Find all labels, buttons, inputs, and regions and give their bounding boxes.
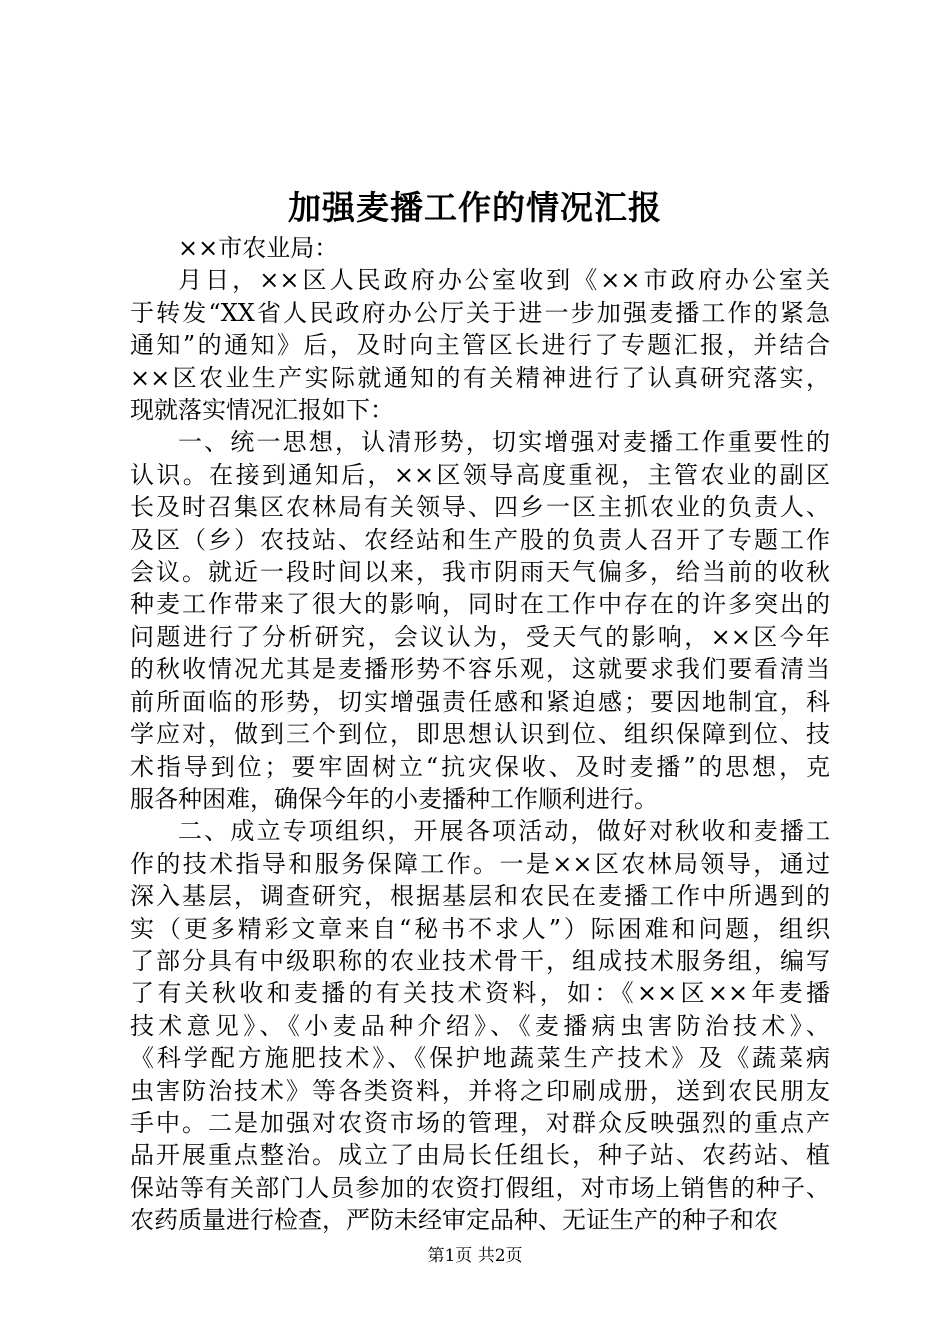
text-line: 现就落实情况汇报如下：: [130, 396, 394, 425]
text-line: 月日，××区人民政府办公室收到《××市政府办公室关: [178, 266, 830, 295]
paragraph-list: [130, 264, 830, 1236]
page-number: 第1页 共2页: [427, 1246, 523, 1266]
text-line: 深入基层，调查研究，根据基层和农民在麦播工作中所遇到的: [130, 882, 830, 911]
text-line: 于转发“XX省人民政府办公厅关于进一步加强麦播工作的紧急: [130, 298, 830, 327]
text-line: 种麦工作带来了很大的影响，同时在工作中存在的许多突出的: [130, 590, 830, 619]
salutation: ××市农业局：: [178, 234, 339, 262]
text-line: 学应对，做到三个到位，即思想认识到位、组织保障到位、技: [130, 720, 830, 749]
paragraph: [130, 426, 830, 815]
text-line: 虫害防治技术》等各类资料，并将之印刷成册，送到农民朋友: [130, 1076, 830, 1105]
text-line: 通知”的通知》后，及时向主管区长进行了专题汇报，并结合: [130, 331, 830, 360]
text-line: 手中。二是加强对农资市场的管理，对群众反映强烈的重点产: [130, 1108, 830, 1137]
text-line: 的秋收情况尤其是麦播形势不容乐观，这就要求我们要看清当: [130, 655, 830, 684]
text-line: 认识。在接到通知后，××区领导高度重视，主管农业的副区: [130, 460, 830, 489]
text-line: 一、统一思想，认清形势，切实增强对麦播工作重要性的: [178, 428, 830, 457]
text-line: 前所面临的形势，切实增强责任感和紧迫感；要因地制宜，科: [130, 687, 830, 716]
text-line: 《科学配方施肥技术》、《保护地蔬菜生产技术》及《蔬菜病: [130, 1044, 830, 1073]
text-line: 农药质量进行检查，严防未经审定品种、无证生产的种子和农: [130, 1206, 778, 1235]
text-line: 实（更多精彩文章来自“秘书不求人”）际困难和问题，组织: [130, 914, 830, 943]
text-line: 保站等有关部门人员参加的农资打假组，对市场上销售的种子、: [130, 1173, 830, 1202]
text-line: 会议。就近一段时间以来，我市阴雨天气偏多，给当前的收秋: [130, 558, 830, 587]
text-line: ××区农业生产实际就通知的有关精神进行了认真研究落实，: [130, 363, 830, 392]
text-line: 作的技术指导和服务保障工作。一是××区农林局领导，通过: [130, 849, 830, 878]
text-line: 技术意见》、《小麦品种介绍》、《麦播病虫害防治技术》、: [130, 1011, 830, 1040]
paragraph: [130, 264, 830, 426]
text-line: 及区（乡）农技站、农经站和生产股的负责人召开了专题工作: [130, 525, 830, 554]
text-line: 二、成立专项组织，开展各项活动，做好对秋收和麦播工: [178, 817, 830, 846]
text-line: 了有关秋收和麦播的有关技术资料，如：《××区××年麦播: [130, 979, 830, 1008]
document-title: 加强麦播工作的情况汇报: [288, 188, 662, 227]
text-line: 服各种困难，确保今年的小麦播种工作顺利进行。: [130, 784, 658, 813]
document-body: [130, 232, 830, 1237]
text-line: 品开展重点整治。成立了由局长任组长，种子站、农药站、植: [130, 1141, 830, 1170]
text-line: 术指导到位；要牢固树立“抗灾保收、及时麦播”的思想，克: [130, 752, 830, 781]
text-line: 了部分具有中级职称的农业技术骨干，组成技术服务组，编写: [130, 946, 830, 975]
text-line: 问题进行了分析研究，会议认为，受天气的影响，××区今年: [130, 622, 830, 651]
text-line: 长及时召集区农林局有关领导、四乡一区主抓农业的负责人、: [130, 493, 830, 522]
paragraph: [130, 815, 830, 1236]
